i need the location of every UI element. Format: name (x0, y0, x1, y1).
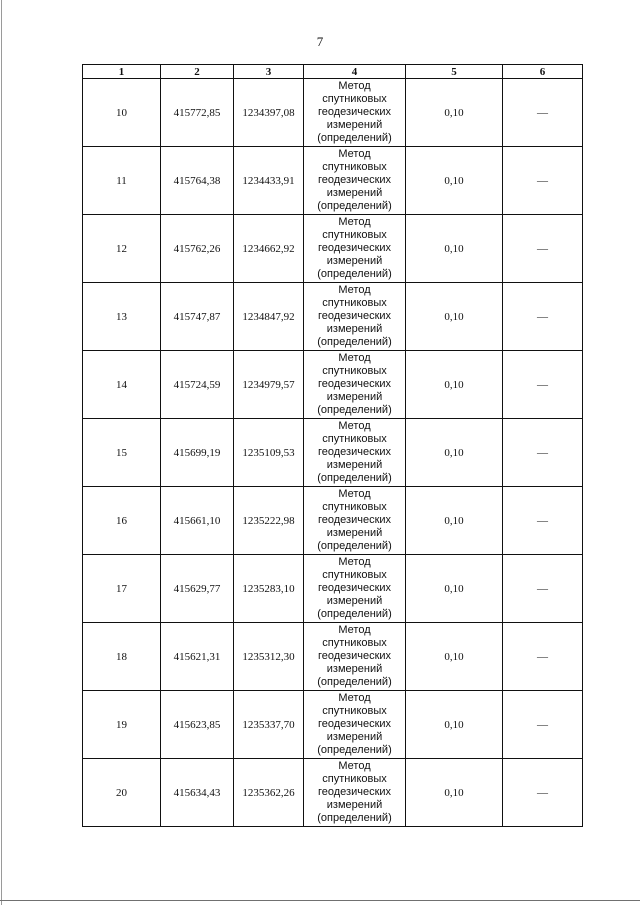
method-line: геодезических (317, 718, 392, 730)
method-line: спутниковых (322, 569, 387, 581)
method-line: геодезических (317, 310, 392, 322)
coordinate-x: 415724,59 (161, 351, 234, 419)
method-cell (304, 691, 406, 759)
method-cell (304, 351, 406, 419)
coordinate-x: 415629,77 (161, 555, 234, 623)
method-line: (определений) (317, 472, 392, 484)
coordinate-y: 1234662,92 (234, 215, 304, 283)
accuracy-value: 0,10 (406, 419, 503, 487)
method-line: Метод (338, 148, 371, 160)
method-cell (304, 215, 406, 283)
method-line: геодезических (317, 786, 392, 798)
accuracy-value: 0,10 (406, 487, 503, 555)
coordinate-x: 415747,87 (161, 283, 234, 351)
method-line: (определений) (317, 744, 392, 756)
method-line: Метод (338, 692, 371, 704)
method-line: измерений (326, 731, 383, 743)
method-cell (304, 419, 406, 487)
coordinate-y: 1235109,53 (234, 419, 304, 487)
method-line: геодезических (317, 174, 392, 186)
point-number: 14 (83, 351, 161, 419)
table-row (83, 147, 583, 215)
method-line: измерений (326, 595, 383, 607)
accuracy-value: 0,10 (406, 759, 503, 827)
method-line: измерений (326, 663, 383, 675)
coordinate-y: 1235337,70 (234, 691, 304, 759)
point-number: 13 (83, 283, 161, 351)
accuracy-value: 0,10 (406, 79, 503, 147)
method-line: геодезических (317, 582, 392, 594)
coordinate-x: 415699,19 (161, 419, 234, 487)
method-line: Метод (338, 760, 371, 772)
scan-edge-left (1, 0, 2, 905)
method-line: (определений) (317, 540, 392, 552)
table-row (83, 351, 583, 419)
accuracy-value: 0,10 (406, 351, 503, 419)
header-col-5: 5 (406, 65, 503, 79)
method-line: геодезических (317, 106, 392, 118)
method-line: Метод (338, 488, 371, 500)
method-line: спутниковых (322, 433, 387, 445)
table-body (83, 79, 583, 827)
accuracy-value: 0,10 (406, 147, 503, 215)
method-line: измерений (326, 119, 383, 131)
method-line: (определений) (317, 132, 392, 144)
method-cell (304, 283, 406, 351)
method-line: геодезических (317, 514, 392, 526)
coordinate-x: 415634,43 (161, 759, 234, 827)
method-line: спутниковых (322, 229, 387, 241)
point-number: 15 (83, 419, 161, 487)
method-line: спутниковых (322, 161, 387, 173)
coordinate-y: 1234979,57 (234, 351, 304, 419)
method-line: измерений (326, 187, 383, 199)
header-col-3: 3 (234, 65, 304, 79)
table-row (83, 79, 583, 147)
method-line: измерений (326, 527, 383, 539)
coordinate-x: 415764,38 (161, 147, 234, 215)
note-value: — (503, 283, 583, 351)
accuracy-value: 0,10 (406, 623, 503, 691)
method-line: спутниковых (322, 365, 387, 377)
coordinate-y: 1234433,91 (234, 147, 304, 215)
point-number: 16 (83, 487, 161, 555)
method-line: измерений (326, 391, 383, 403)
table-row (83, 759, 583, 827)
table-row (83, 419, 583, 487)
coordinate-x: 415661,10 (161, 487, 234, 555)
method-line: Метод (338, 624, 371, 636)
point-number: 18 (83, 623, 161, 691)
header-row (83, 65, 583, 79)
method-line: измерений (326, 255, 383, 267)
point-number: 19 (83, 691, 161, 759)
method-line: Метод (338, 556, 371, 568)
method-line: спутниковых (322, 773, 387, 785)
coordinate-x: 415623,85 (161, 691, 234, 759)
note-value: — (503, 79, 583, 147)
accuracy-value: 0,10 (406, 555, 503, 623)
method-line: спутниковых (322, 637, 387, 649)
header-col-4: 4 (304, 65, 406, 79)
table-row (83, 283, 583, 351)
method-line: геодезических (317, 650, 392, 662)
coordinate-y: 1235222,98 (234, 487, 304, 555)
method-cell (304, 623, 406, 691)
table-row (83, 623, 583, 691)
header-col-1: 1 (83, 65, 161, 79)
method-line: Метод (338, 80, 371, 92)
note-value: — (503, 487, 583, 555)
method-line: (определений) (317, 676, 392, 688)
accuracy-value: 0,10 (406, 691, 503, 759)
coordinate-y: 1235283,10 (234, 555, 304, 623)
header-col-6: 6 (503, 65, 583, 79)
table-header (83, 65, 583, 79)
method-line: Метод (338, 420, 371, 432)
coordinate-x: 415772,85 (161, 79, 234, 147)
method-cell (304, 555, 406, 623)
accuracy-value: 0,10 (406, 215, 503, 283)
method-line: спутниковых (322, 705, 387, 717)
note-value: — (503, 351, 583, 419)
point-number: 17 (83, 555, 161, 623)
method-line: (определений) (317, 268, 392, 280)
scan-edge-bottom (0, 900, 640, 901)
method-line: спутниковых (322, 501, 387, 513)
coordinate-y: 1234397,08 (234, 79, 304, 147)
method-cell (304, 79, 406, 147)
method-line: спутниковых (322, 93, 387, 105)
method-line: спутниковых (322, 297, 387, 309)
method-line: геодезических (317, 242, 392, 254)
note-value: — (503, 759, 583, 827)
method-line: Метод (338, 216, 371, 228)
point-number: 20 (83, 759, 161, 827)
method-cell (304, 147, 406, 215)
point-number: 10 (83, 79, 161, 147)
method-line: (определений) (317, 812, 392, 824)
method-line: Метод (338, 284, 371, 296)
coordinate-y: 1235362,26 (234, 759, 304, 827)
method-cell (304, 487, 406, 555)
coordinate-x: 415762,26 (161, 215, 234, 283)
coordinates-table (82, 64, 583, 827)
table-row (83, 215, 583, 283)
method-line: (определений) (317, 404, 392, 416)
note-value: — (503, 215, 583, 283)
page-number: 7 (316, 34, 324, 49)
method-line: геодезических (317, 446, 392, 458)
header-col-2: 2 (161, 65, 234, 79)
method-line: (определений) (317, 608, 392, 620)
point-number: 11 (83, 147, 161, 215)
method-cell (304, 759, 406, 827)
table-row (83, 691, 583, 759)
note-value: — (503, 555, 583, 623)
coordinate-x: 415621,31 (161, 623, 234, 691)
table-row (83, 555, 583, 623)
method-line: измерений (326, 459, 383, 471)
method-line: измерений (326, 323, 383, 335)
coordinate-y: 1234847,92 (234, 283, 304, 351)
note-value: — (503, 691, 583, 759)
accuracy-value: 0,10 (406, 283, 503, 351)
method-line: геодезических (317, 378, 392, 390)
coordinate-y: 1235312,30 (234, 623, 304, 691)
method-line: (определений) (317, 200, 392, 212)
note-value: — (503, 419, 583, 487)
note-value: — (503, 623, 583, 691)
note-value: — (503, 147, 583, 215)
method-line: (определений) (317, 336, 392, 348)
method-line: Метод (338, 352, 371, 364)
point-number: 12 (83, 215, 161, 283)
table-row (83, 487, 583, 555)
method-line: измерений (326, 799, 383, 811)
